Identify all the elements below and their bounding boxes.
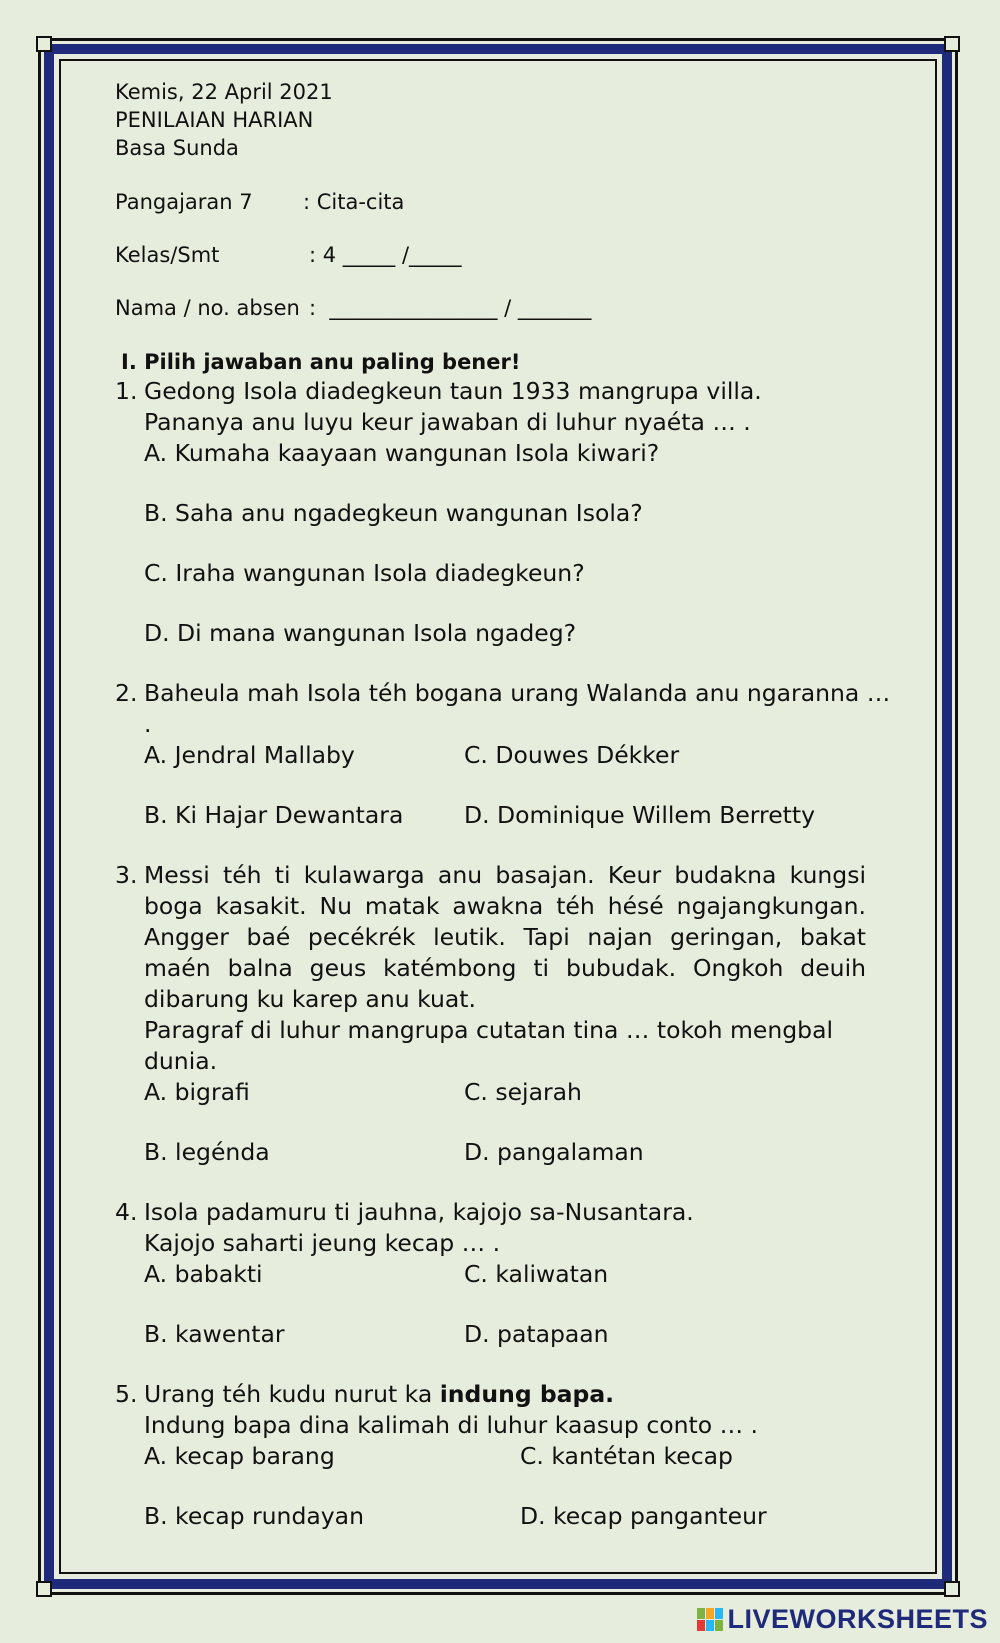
question-number: 3.: [115, 861, 138, 889]
frame-corner-top-right: [944, 36, 960, 52]
option-d[interactable]: D. pangalaman: [464, 1138, 644, 1166]
logo-block: [706, 1608, 714, 1619]
liveworksheets-text: LIVEWORKSHEETS: [727, 1604, 988, 1634]
question-text: Baheula mah Isola téh bogana urang Walanda anu ngaranna … .: [144, 679, 891, 738]
question-2: [115, 678, 905, 831]
liveworksheets-logo-icon: [697, 1608, 723, 1631]
logo-block: [697, 1620, 705, 1631]
option-d[interactable]: D. Di mana wangunan Isola ngadeg?: [144, 619, 577, 647]
option-a[interactable]: A. kecap barang: [144, 1442, 335, 1470]
option-c[interactable]: C. kantétan kecap: [520, 1442, 733, 1470]
header-date: Kemis, 22 April 2021: [115, 80, 333, 104]
option-c[interactable]: C. Iraha wangunan Isola diadegkeun?: [144, 559, 585, 587]
class-value[interactable]: : 4 _____ /_____: [309, 243, 462, 267]
option-c[interactable]: C. sejarah: [464, 1078, 582, 1106]
question-text: Kajojo saharti jeung kecap … .: [144, 1229, 501, 1257]
question-text: Paragraf di luhur mangrupa cutatan tina … tokoh mengbal dunia.: [144, 1016, 834, 1075]
question-paragraph: Messi téh ti kulawarga anu basajan. Keur budakna kungsi boga kasakit. Nu matak awakna téh hésé ngajangkungan. Angger baé pecékrék leutik. Tapi najan geringan, bakat maén balna geus katémbong ti bubudak. Ongkoh deuih dibarung ku karep anu kuat.: [144, 861, 866, 1013]
section-title: [121, 348, 905, 376]
header-title: PENILAIAN HARIAN: [115, 108, 314, 132]
liveworksheets-brand[interactable]: [697, 1604, 988, 1635]
question-5: [115, 1379, 905, 1532]
lesson-label: Pangajaran 7: [115, 190, 253, 214]
question-3: [115, 860, 905, 1168]
option-b[interactable]: B. kecap rundayan: [144, 1502, 364, 1530]
question-text: Pananya anu luyu keur jawaban di luhur nyaéta … .: [144, 408, 751, 436]
class-label: Kelas/Smt: [115, 243, 220, 267]
lesson-row: [115, 188, 905, 216]
question-text: [144, 1379, 905, 1410]
question-number: 4.: [115, 1198, 138, 1226]
name-label: Nama / no. absen: [115, 296, 300, 320]
option-a[interactable]: A. babakti: [144, 1260, 263, 1288]
option-b[interactable]: B. legénda: [144, 1138, 270, 1166]
question-text: Isola padamuru ti jauhna, kajojo sa-Nusantara.: [144, 1198, 694, 1226]
question-text-emphasis: indung bapa.: [439, 1380, 615, 1408]
question-number: 1.: [115, 377, 138, 405]
question-text-prefix: Urang téh kudu nurut ka: [144, 1380, 440, 1408]
logo-block: [706, 1620, 714, 1631]
option-b[interactable]: B. kawentar: [144, 1320, 285, 1348]
header-subject: Basa Sunda: [115, 136, 239, 160]
option-d[interactable]: D. Dominique Willem Berretty: [464, 801, 815, 829]
logo-block: [697, 1608, 705, 1619]
name-value[interactable]: : ________________ / _______: [309, 296, 592, 320]
lesson-value: : Cita-cita: [303, 190, 405, 214]
question-text: Indung bapa dina kalimah di luhur kaasup conto … .: [144, 1411, 759, 1439]
question-1: [115, 376, 905, 649]
logo-block: [715, 1620, 723, 1631]
question-number: 5.: [115, 1380, 138, 1408]
class-row: [115, 241, 905, 269]
option-b[interactable]: B. Ki Hajar Dewantara: [144, 801, 404, 829]
section-numeral: I.: [121, 350, 137, 374]
frame-corner-bottom-left: [36, 1581, 52, 1597]
logo-block: [715, 1608, 723, 1619]
option-b[interactable]: B. Saha anu ngadegkeun wangunan Isola?: [144, 499, 643, 527]
option-d[interactable]: D. kecap panganteur: [520, 1502, 767, 1530]
option-d[interactable]: D. patapaan: [464, 1320, 609, 1348]
question-text: Gedong Isola diadegkeun taun 1933 mangrupa villa.: [144, 377, 762, 405]
section-instruction: Pilih jawaban anu paling bener!: [144, 350, 521, 374]
question-4: [115, 1197, 905, 1350]
option-a[interactable]: A. Kumaha kaayaan wangunan Isola kiwari?: [144, 439, 660, 467]
worksheet-content: [115, 78, 905, 1532]
question-number: 2.: [115, 679, 138, 707]
option-a[interactable]: A. bigrafi: [144, 1078, 250, 1106]
frame-corner-top-left: [36, 36, 52, 52]
option-a[interactable]: A. Jendral Mallaby: [144, 741, 355, 769]
name-row: [115, 294, 905, 322]
option-c[interactable]: C. kaliwatan: [464, 1260, 609, 1288]
option-c[interactable]: C. Douwes Dékker: [464, 741, 680, 769]
frame-corner-bottom-right: [944, 1581, 960, 1597]
